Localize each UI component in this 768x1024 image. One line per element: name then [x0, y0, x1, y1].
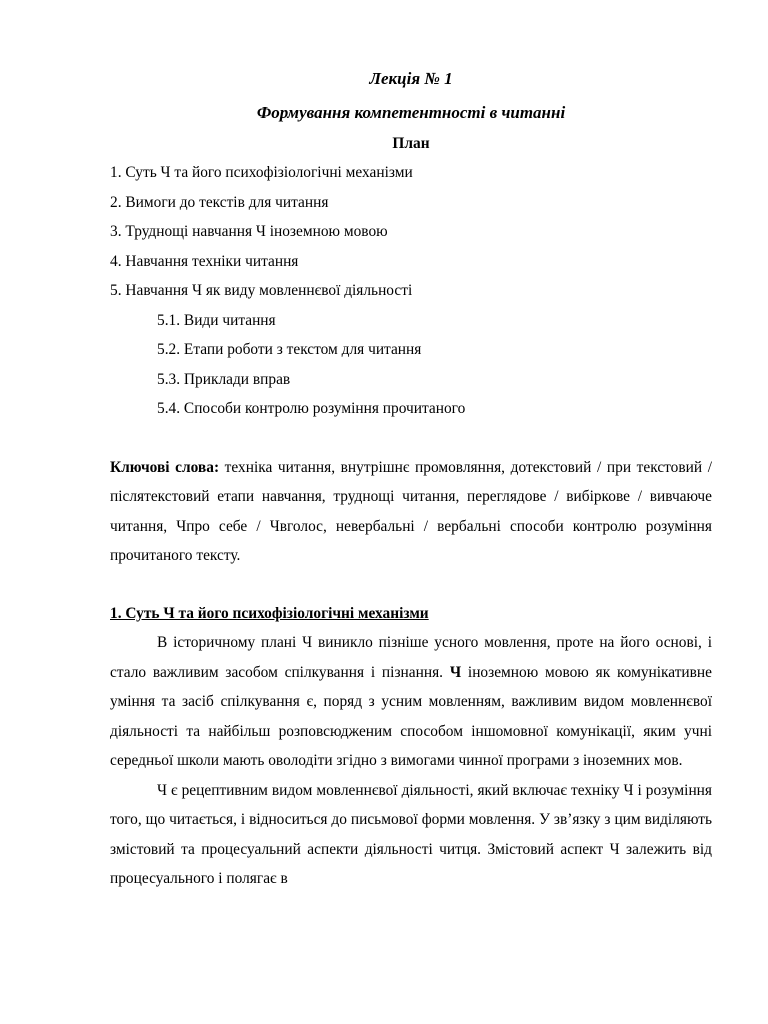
plan-heading: План [392, 135, 430, 152]
plan-item: 1. Суть Ч та його психофізіологічні механізми [110, 164, 413, 181]
body-paragraph: Ч є рецептивним видом мовленнєвої діяльності, який включає техніку Ч і розуміння того, що читається, і відноситься до письмової форми мовлення. У зв’язку з цим виділяють змістовий та процесуальний аспекти діяльності читця. Змістовий аспект Ч залежить від процесуального і полягає в [110, 781, 712, 887]
plan-subitem: 5.2. Етапи роботи з текстом для читання [157, 341, 422, 358]
document-page [110, 62, 712, 894]
plan-item: 5. Навчання Ч як виду мовленнєвої діяльності [110, 282, 413, 299]
lecture-subtitle: Формування компетентності в читанні [256, 103, 566, 122]
plan-item: 4. Навчання техніки читання [110, 252, 299, 270]
paragraph-text: В історичному плані Ч виникло пізніше усного мовлення, проте на його основі, і стало важливим засобом спілкування і пізнання. [110, 634, 712, 681]
paragraph-bold-term: Ч [449, 663, 462, 681]
plan-item: 2. Вимоги до текстів для читання [110, 193, 329, 211]
plan-subitem: 5.1. Види читання [157, 311, 276, 329]
body-paragraph [110, 628, 712, 776]
plan-list [110, 158, 712, 424]
section-heading: 1. Суть Ч та його психофізіологічні механізми [110, 604, 429, 622]
paragraph-text: іноземною мовою як комунікативне уміння та засіб спілкування є, поряд з усним мовленням, важливим видом мовленнєвої діяльності та найбільш розповсюдженим способом іншомовної комунікації, яким учні середньої школи мають оволодіти згідно з вимогами чинної програми з іноземних мов. [110, 663, 713, 769]
keywords-label: Ключові слова: [110, 458, 220, 476]
keywords-text: техніка читання, внутрішнє промовляння, дотекстовий / при текстовий / післятекстовий етапи навчання, труднощі читання, переглядове / вибіркове / вивчаюче читання, Чпро себе / Чвголос, невербальні / вербальні способи контролю розуміння прочитаного тексту. [110, 458, 712, 564]
lecture-title: Лекція № 1 [369, 69, 453, 88]
plan-subitem: 5.4. Способи контролю розуміння прочитаного [157, 400, 466, 417]
keywords-paragraph [110, 453, 712, 571]
plan-subitem: 5.3. Приклади вправ [157, 370, 291, 388]
plan-item: 3. Труднощі навчання Ч іноземною мовою [110, 223, 388, 240]
